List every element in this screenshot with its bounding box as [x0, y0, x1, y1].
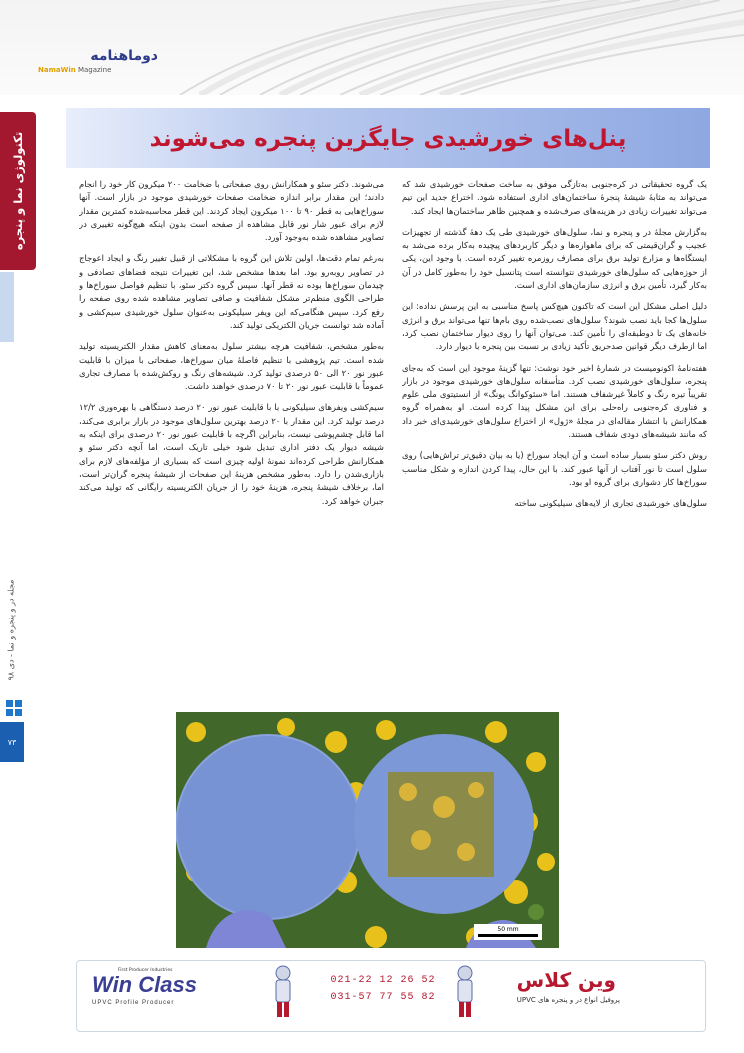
- ad-tagline: First Producer Industries: [118, 968, 173, 973]
- section-tab-accent: [0, 272, 14, 342]
- section-tab: [0, 112, 36, 270]
- article-column-left: [79, 178, 384, 723]
- paragraph: روش دکتر سئو بسیار ساده است و آن ایجاد سوراخ (یا به بیان دقیق‌تر تراش‌هایی) روی سلول است تا نور آفتاب از آنها عبور کند. با این حال، پیدا کردن اندازه و شکل مناسب سوراخ‌ها کار دشواری برای گروه او بود.: [402, 450, 707, 487]
- logo-sub-text: Magazine: [77, 66, 112, 74]
- paragraph: می‌شوند. دکتر سئو و همکارانش روی صفحاتی با ضخامت ۲۰۰ میکرون کار خود را انجام دادند؛ این مقدار برابر اندازه ضخامت صفحات خورشیدی موجود در بازار است. آنها سوراخ‌هایی به قطر ۹۰ تا ۱۰۰ میکرون ایجاد کردند. این قطر محاسبه‌شده کمترین مقدار لازم برای عبور شار نور قابل مشاهده از صفحه است بدون اینکه هیچ‌گونه تغییری در تصاویر مشاهده شده به‌وجود آورد.: [79, 179, 384, 243]
- robot-mascot-icon: [272, 965, 294, 1019]
- ad-brand-latin: Win Class: [92, 972, 197, 997]
- robot-mascot-icon: [454, 965, 476, 1019]
- photo-illustration: [176, 712, 559, 948]
- article-title: پنل‌های خورشیدی جایگزین پنجره می‌شوند: [149, 126, 627, 152]
- ad-phone-2[interactable]: 031-57 77 55 82: [330, 992, 436, 1003]
- paragraph: هفته‌نامهٔ اکونومیست در شمارهٔ اخیر خود نوشت: تنها گزینهٔ موجود این است که به‌جای پنجره، سلول‌های خورشیدی نصب کرد. متأسفانه سلول‌های خورشیدی موجود در بازار تقریباً تیره رنگ و کاملاً غیرشفاف هستند. اما «سئوکوانگ یونگ» از انستیتوی ملی علوم و فناوری کره‌جنوبی راه‌حلی برای این مشکل پیدا کرده است. او به‌همراه گروه همکارانش با انتشار مقاله‌ای در مجلهٔ «ژول» از اختراع سلول‌های خورشیدی‌ای خبر داد که مانند شیشه‌های دودی شفاف هستند.: [402, 362, 707, 440]
- logo-subtitle: [38, 66, 158, 74]
- paragraph: به‌گزارش مجلهٔ در و پنجره و نما، سلول‌های خورشیدی طی یک دههٔ گذشته از تجهیزات عجیب و گران‌قیمتی که برای ماهواره‌ها و دیگر کاربردهای پیچیده به‌کار برده می‌شد به ایستگاه‌ها و مزارع تولید برق برای مصارف روزمره تغییر کرده است. با وجود این، یکی از حوزه‌هایی که سلول‌های خورشیدی نتوانسته است پتانسیل خود را به‌طور کامل در آن به‌کار گیرد، تأمین برق و انرژی سازمان‌های اداری است.: [402, 226, 707, 291]
- paragraph: به‌طور مشخص، شفافیت هرچه بیشتر سلول به‌معنای کاهش مقدار الکتریسیته تولید شده است. تیم پژوهشی با تنظیم فاصلهٔ میان سوراخ‌ها، صفحاتی با میزان با قابلیت عبور نور ۲۰ الی ۵۰ درصدی تولید کرد. شیشه‌های رنگ و روکش‌شده با مصارف تجاری عموماً با قابلیت عبور نور ۲۰ تا ۷۰ درصدی خواهند داشت.: [79, 341, 384, 392]
- page-number: ۷۳: [7, 738, 17, 747]
- paragraph: دلیل اصلی مشکل این است که تاکنون هیچ‌کس پاسخ مناسبی به این پرسش نداده: این سلول‌ها کجا باید نصب شوند؟ سلول‌های نصب‌شده روی بام‌ها تنها می‌تواند برق و انرژی خانه‌های یک تا دوطبقه‌ای را تأمین کند. می‌توان آنها را روی دیوار ساختمان نصب کرد، اما ازطرف دیگر قوانین صدحریق تأکید زیادی بر نسبت بین پنجره با دیوار دارد.: [402, 301, 707, 352]
- ad-product-latin: UPVC Profile Producer: [92, 1000, 175, 1006]
- section-tab-label: تکنولوژی نما و پنجره: [11, 131, 25, 251]
- ad-product-persian: پروفیل انواع در و پنجره های UPVC: [516, 996, 620, 1004]
- logo-title: دوماهنامه: [90, 48, 158, 64]
- scale-bar-label: 50 mm: [497, 926, 519, 933]
- paragraph: به‌رغم تمام دقت‌ها، اولین تلاش این گروه با مشکلاتی از قبیل تغییر رنگ و ایجاد اعوجاج در تصاویر روبه‌رو بود. اما بعدها مشخص شد، این تغییرات نتیجه فضاهای تصادفی و چیدمان سوراخ‌ها بوده نه قطر آنها. سپس گروه دکتر سئو، با تنظیم فواصل سوراخ‌ها و طراحی الگوی منظم‌تر مشکل شفافیت و صافی تصاویر مشاهده شده روی صفحه را رفع کرد. سپس هنگامی‌که این ویفر سیلیکونی به‌عنوان سلول خورشیدی سیم‌کشی و آماده شد توانست جریان الکتریکی تولید کند.: [79, 253, 384, 330]
- magazine-logo: [38, 48, 158, 84]
- logo-sub-brand: NamaWin: [38, 66, 76, 74]
- paragraph: یک گروه تحقیقاتی در کره‌جنوبی به‌تازگی موفق به ساخت صفحات خورشیدی شد که می‌تواند به مثابهٔ شیشهٔ پنجرهٔ ساختمان‌های اداری استفاده شود. اختراع جدید این تیم می‌تواند تغییرات زیادی در هزینه‌های صرف‌شده و همچنین ظاهر ساختمان‌ها ایجاد کند.: [402, 179, 707, 216]
- article-column-right: [402, 178, 707, 723]
- issue-info-text: مجله در و پنجره و نما - دی ۹۸: [6, 579, 16, 681]
- solar-cell-photo: [176, 712, 559, 948]
- windows-grid-icon: [6, 700, 22, 718]
- issue-info: [0, 560, 22, 700]
- ad-phone-1[interactable]: 021-22 12 26 52: [330, 975, 436, 986]
- paragraph: سیم‌کشی ویفرهای سیلیکونی با با قابلیت عبور نور ۲۰ درصد دستگاهی با بهره‌وری ۱۲/۲ درصد تولید کرد. این مقدار با ۲۰ درصد بهترین سلول‌های موجود در بازار برابری می‌کند، اما قابل چشم‌پوشی نیست، بنابراین اگرچه با قابلیت عبور نور ۲۰ درصدی برای اینکه به شیشه دیوار یک دفتر اداری تبدیل شود خیلی تاریک است، اما آنچه دکتر سئو و همکارانش طراحی کرده‌اند نمونهٔ اولیه چیزی است که بسیاری از مؤلفه‌های لازم برای بازاری‌شدن را دارد. به‌طور مشخص هزینهٔ این صفحات از شیشهٔ پنجره گران‌تر است، اما، برخلاف شیشهٔ پنجره، هزینهٔ خود را از جریان الکتریسیته رایگانی که تولید می‌کند جبران خواهد کرد.: [79, 402, 384, 506]
- ad-brand-persian: وین کلاس: [516, 968, 616, 992]
- paragraph: سلول‌های خورشیدی تجاری از لایه‌های سیلیکونی ساخته: [514, 498, 707, 509]
